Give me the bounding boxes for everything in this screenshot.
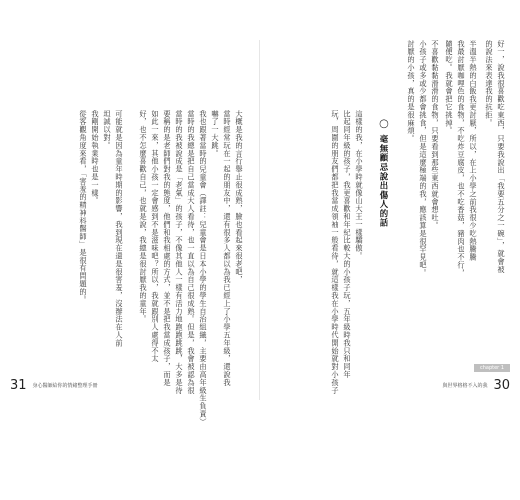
left-text-column-10: 可能就是因為童年時期的影響，我到現在還是很害羞，沒辦法在人前 bbox=[115, 110, 124, 347]
right-text-column-1: 好一，說我很喜歡吃東西，只要我說出「我要五分之一碗」，就會被 bbox=[497, 40, 506, 274]
running-title-right: 與世界格格不入的我 bbox=[442, 383, 488, 389]
left-text-column-4: 我也跟著當時的兒童會（譯註：兒童會是日本小學的學生自治組織，主要由高年級生負責） bbox=[199, 110, 208, 426]
left-text-column-12: 我剛開始執業時也是一樣。 bbox=[91, 110, 100, 205]
left-text-column-8: 如此一來，其他小孩一定會感到不是滋味吧？所以，我就跟別人處得不太 bbox=[151, 110, 160, 363]
left-text-column-1: 大概是我的言行舉止很成熟，臉也看起來很老吧， bbox=[235, 110, 244, 284]
left-text-column-11: 坦誠以對。 bbox=[103, 110, 112, 150]
left-text-column-9: 好，也不怎麼喜歡自己，也就是說，我總是很討厭我的童年。 bbox=[139, 110, 148, 324]
right-text-column-6: 不喜歡黏黏滑滑的食物，只要看到那些東西就會想吐。 bbox=[431, 40, 440, 230]
page-number-left: 31 bbox=[10, 378, 27, 393]
right-text-column-4: 我最討厭咖哩色的食物，不吃炸豆腐皮，也不吃香菇，豬肉也不行， bbox=[457, 40, 466, 277]
right-text-column-8: 討厭的小孩，真的是很麻煩。 bbox=[407, 40, 416, 143]
left-text-column-6: 當時的我被說成是「老氣」的孩子，不像其他人一樣有活力地跑跑跳跳，大多是待 bbox=[175, 110, 184, 395]
right-text-column-7: 小孩子或多或少都會挑食，但是這麼極端的我，應該算是很罕見吧。 bbox=[419, 40, 428, 277]
section-heading bbox=[378, 118, 390, 228]
right-footer bbox=[442, 378, 510, 393]
right-text-column-9: 這樣的我，在小學時就像山大王一樣驕傲。 bbox=[355, 110, 364, 261]
chapter-tab: chapter 1 bbox=[474, 364, 510, 372]
right-text-column-2: 的說法來表達我的抗拒。 bbox=[485, 40, 494, 127]
right-text-column-11: 玩，周圍的朋友們都把我當成領袖一般看待，就這樣我在小學時代開始就對小孩子 bbox=[331, 110, 340, 395]
left-text-column-7: 要稱的是老師們對我的態度，他們和我相處的方式，並不是把我當成孩子，而是 bbox=[163, 110, 172, 387]
left-footer bbox=[10, 378, 98, 393]
right-text-column-3: 半溫半熱的白飯我更討厭，所以，在上小學之前我很少吃熱騰騰 bbox=[469, 40, 478, 262]
left-text-column-2: 當時經常玩在一起的朋友中，還有很多人都以為我已經上了小學五年級，還說我 bbox=[223, 110, 232, 387]
right-page bbox=[260, 0, 520, 500]
running-title-left: 身心醫師給你的情緒整理手冊 bbox=[32, 383, 98, 389]
heading-circle-icon: ◯ bbox=[379, 118, 389, 129]
left-text-column-5: 當時的我總是把自己當成大人看待，也一直以為自己很成熟。但是，我會被認為很 bbox=[187, 110, 196, 395]
left-text-column-3: 嚇了一大跳。 bbox=[211, 110, 220, 158]
left-text-column-13: 從客觀角度來看，「害羞的精神科醫師」是很有問題的。 bbox=[79, 110, 88, 304]
right-text-column-10: 比起同年級的孩子，我更喜歡和年紀比較大的小孩子玩，五年級時我只和同年 bbox=[343, 110, 352, 379]
right-text-column-5: 隨便吃。我就會把它挑掉。 bbox=[445, 40, 454, 135]
page-number-right: 30 bbox=[493, 378, 510, 393]
section-heading-text: 毫無顧忌說出傷人的話 bbox=[379, 134, 389, 228]
